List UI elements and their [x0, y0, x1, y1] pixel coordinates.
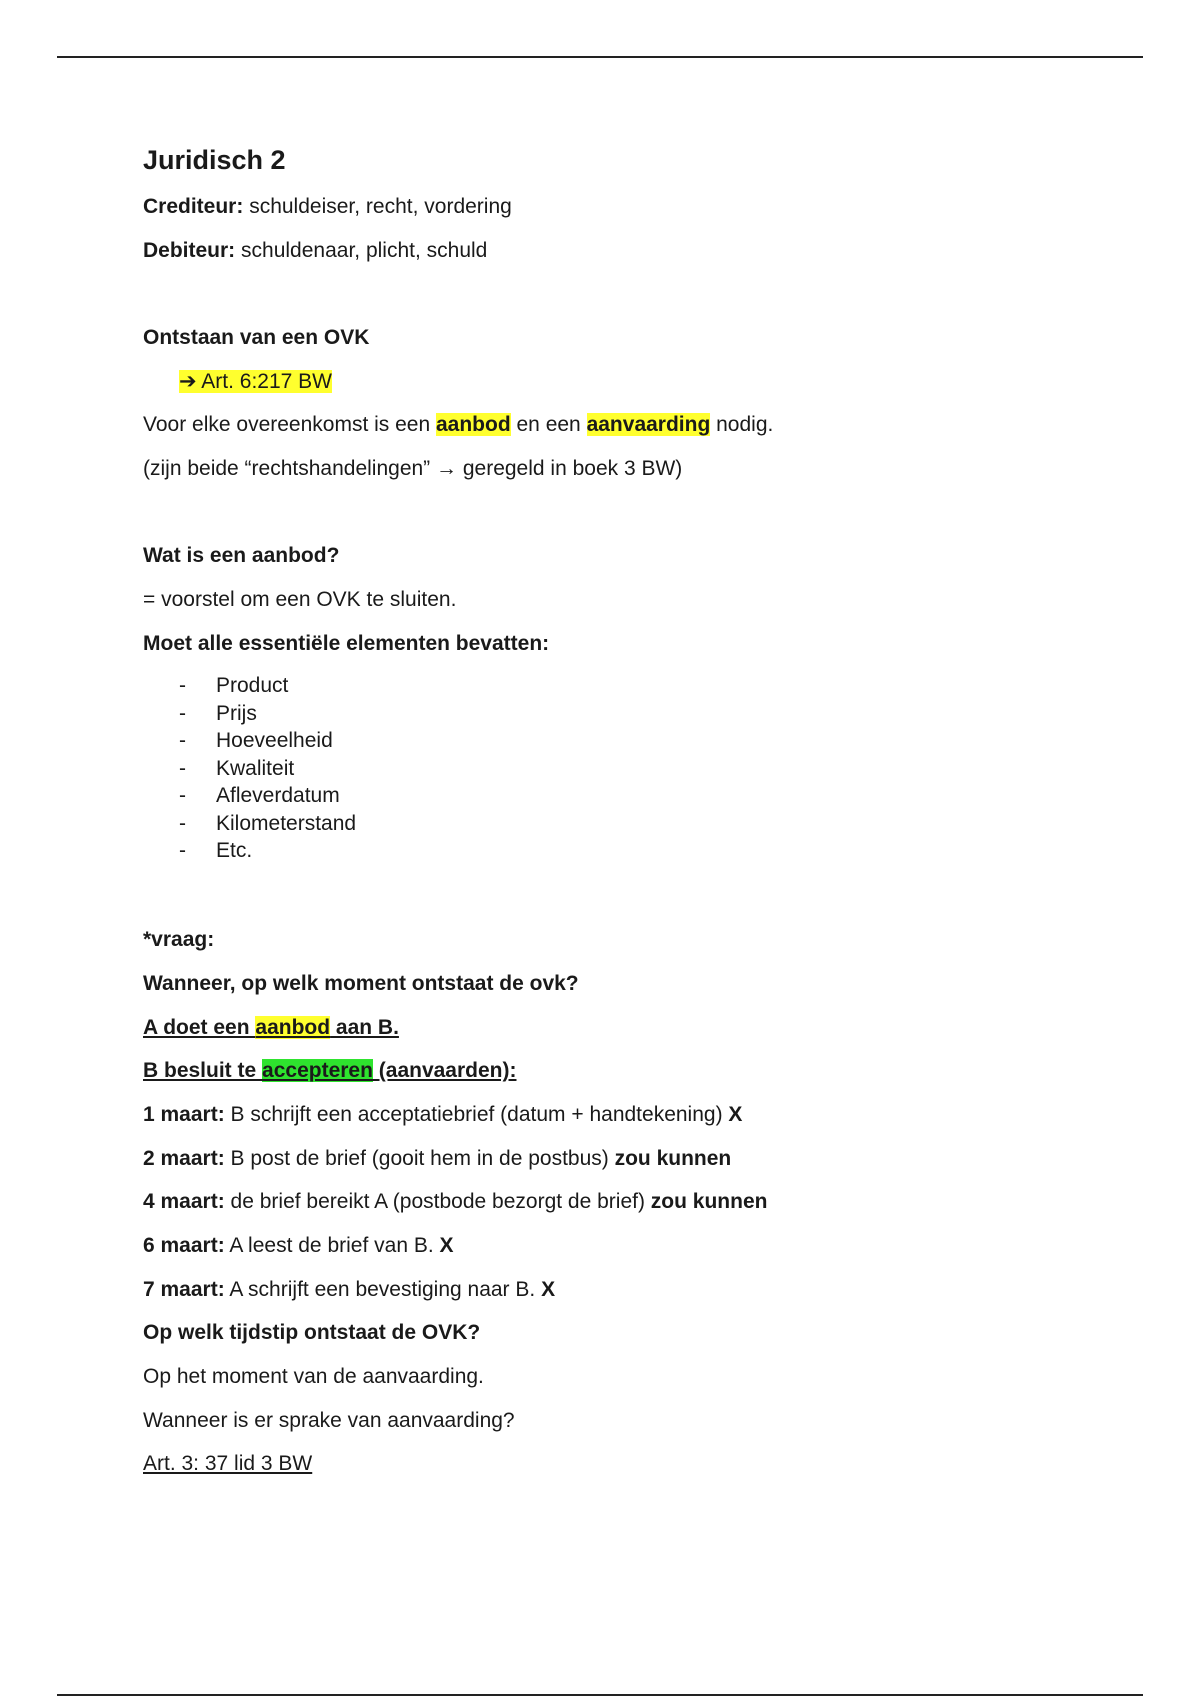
dash-bullet: -	[179, 674, 186, 697]
event-text: A schrijft een bevestiging naar B.	[224, 1278, 542, 1301]
aanbod-definition: = voorstel om een OVK te sluiten.	[143, 588, 457, 611]
event-text: B post de brief (gooit hem in de postbus)	[224, 1147, 615, 1170]
crediteur-label: Crediteur:	[143, 195, 244, 218]
ontstaan-line-2: (zijn beide “rechtshandelingen” → geregeld in boek 3 BW)	[143, 457, 683, 480]
debiteur-definition	[143, 238, 487, 264]
ontstaan-line-1-part-a: Voor elke overeenkomst is een	[143, 413, 436, 436]
event-text: de brief bereikt A (postbode bezorgt de brief)	[224, 1190, 651, 1213]
list-item	[143, 810, 356, 838]
list-item-text: Etc.	[216, 839, 253, 862]
page-title: Juridisch 2	[143, 145, 286, 175]
essential-elements-list	[143, 672, 356, 865]
list-item-text: Prijs	[216, 701, 257, 725]
list-item-text: Kilometerstand	[216, 811, 357, 835]
moment-question-text: Op welk tijdstip ontstaat de OVK?	[143, 1321, 481, 1344]
dash-bullet: -	[179, 729, 186, 752]
list-item	[143, 672, 356, 700]
list-item-text: Hoeveelheid	[216, 729, 333, 752]
ontstaan-heading-text: Ontstaan van een OVK	[143, 326, 370, 349]
dash-bullet: -	[179, 839, 186, 862]
header-rule	[57, 56, 1143, 58]
section-heading-ontstaan	[143, 325, 369, 351]
vraag-question	[143, 971, 579, 997]
event-text: A leest de brief van B.	[224, 1234, 440, 1257]
event-date: 7 maart:	[143, 1278, 225, 1301]
event-mark: X	[439, 1234, 454, 1257]
event-mark: zou kunnen	[650, 1190, 768, 1213]
elements-heading-text: Moet alle essentiële elementen bevatten:	[143, 632, 550, 655]
b-accept-line	[143, 1058, 516, 1084]
aanvaarding-highlight: aanvaarding	[586, 413, 711, 436]
event-line	[143, 1102, 742, 1128]
b-accept-part-a: B besluit te	[143, 1059, 263, 1082]
event-mark: X	[728, 1103, 743, 1126]
event-date: 6 maart:	[143, 1234, 225, 1257]
aanvaarding-question: Wanneer is er sprake van aanvaarding?	[143, 1409, 515, 1432]
ontstaan-line-1-part-e: nodig.	[710, 413, 774, 436]
elements-heading	[143, 631, 549, 657]
dash-bullet: -	[179, 756, 186, 780]
event-mark: zou kunnen	[614, 1147, 732, 1170]
list-item-text: Afleverdatum	[216, 784, 340, 807]
ontstaan-line-1-part-c: en een	[510, 413, 587, 436]
event-date: 4 maart:	[143, 1190, 225, 1213]
aanbod-heading-text: Wat is een aanbod?	[143, 544, 340, 567]
moment-answer: Op het moment van de aanvaarding.	[143, 1365, 484, 1388]
footer-rule	[57, 1694, 1143, 1696]
event-line	[143, 1277, 555, 1303]
article-reference-217	[179, 369, 332, 395]
event-line	[143, 1189, 767, 1215]
a-offer-part-c: aan B.	[330, 1016, 399, 1039]
dash-bullet: -	[179, 701, 186, 725]
event-line	[143, 1233, 454, 1259]
list-item	[143, 837, 356, 865]
ontstaan-line-1	[143, 412, 773, 438]
event-mark: X	[541, 1278, 556, 1301]
event-date: 1 maart:	[143, 1103, 225, 1126]
crediteur-definition	[143, 194, 512, 220]
crediteur-text: schuldeiser, recht, vordering	[243, 195, 512, 218]
a-offer-aanbod-highlight: aanbod	[255, 1016, 331, 1039]
section-heading-aanbod	[143, 543, 339, 569]
list-item	[143, 782, 356, 810]
dash-bullet: -	[179, 811, 186, 835]
a-offer-line	[143, 1015, 399, 1041]
moment-question	[143, 1320, 480, 1346]
list-item	[143, 755, 356, 783]
event-line	[143, 1146, 731, 1172]
article-217-highlight: ➔ Art. 6:217 BW	[179, 370, 332, 393]
event-date: 2 maart:	[143, 1147, 225, 1170]
list-item-text: Product	[216, 674, 289, 697]
vraag-label-text: *vraag:	[143, 928, 215, 951]
list-item-text: Kwaliteit	[216, 756, 295, 780]
article-reference-337: Art. 3: 37 lid 3 BW	[143, 1452, 313, 1475]
aanbod-highlight: aanbod	[436, 413, 511, 436]
debiteur-label: Debiteur:	[143, 239, 236, 262]
list-item	[143, 700, 356, 728]
event-text: B schrijft een acceptatiebrief (datum + handtekening)	[224, 1103, 729, 1126]
accepteren-highlight: accepteren	[262, 1059, 373, 1082]
vraag-question-text: Wanneer, op welk moment ontstaat de ovk?	[143, 972, 579, 995]
dash-bullet: -	[179, 784, 186, 807]
debiteur-text: schuldenaar, plicht, schuld	[235, 239, 488, 262]
list-item	[143, 727, 356, 755]
vraag-label	[143, 927, 214, 953]
a-offer-part-a: A doet een	[143, 1016, 256, 1039]
b-accept-part-c: (aanvaarden):	[372, 1059, 517, 1082]
